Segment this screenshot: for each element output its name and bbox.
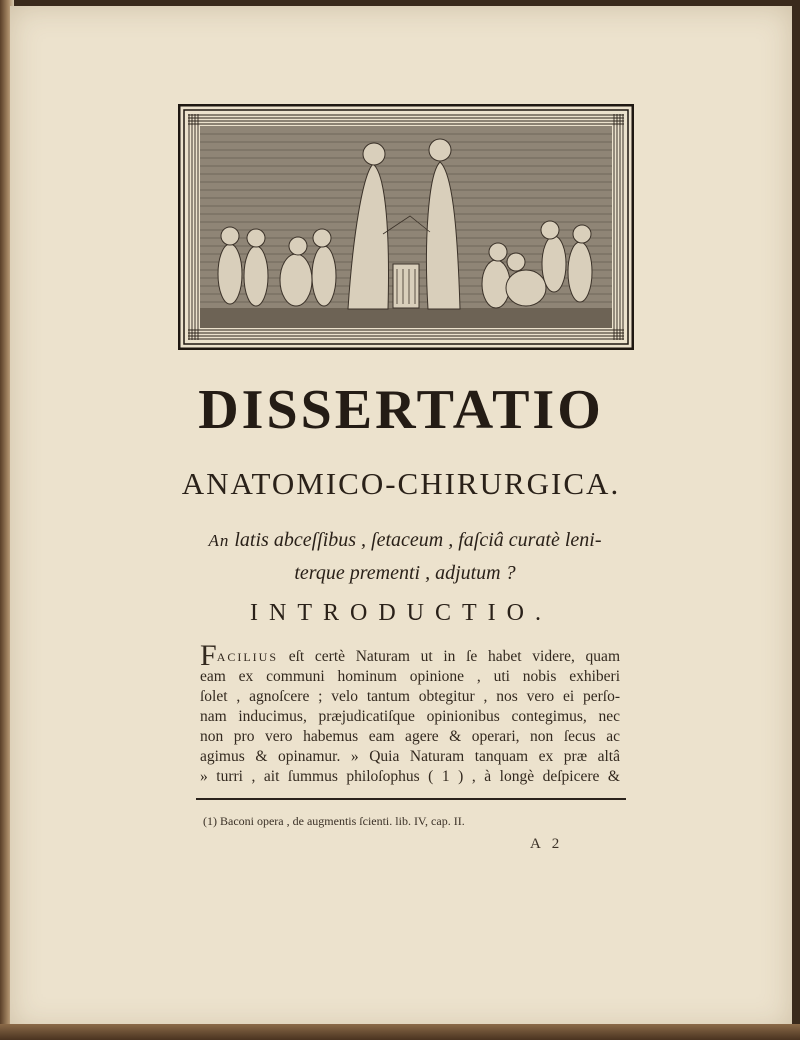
engraved-vignette [178,104,634,350]
signature-mark: A 2 [530,836,564,852]
body-line: ſolet , agnoſcere ; velo tantum obtegitur , nos vero ei perſo- [200,688,620,705]
body-line: agimus & opinamur. » Quia Naturam tanquam ex præ altâ [200,748,620,765]
body-line: nam inducimus, præjudicatiſque opinionibus contegimus, nec [200,708,620,725]
drop-cap: F [200,639,217,672]
footnote-divider [196,798,626,800]
section-heading: INTRODUCTIO. [250,600,552,626]
question-line-2: terque prementi , adjutum ? [294,562,516,584]
page-subtitle: ANATOMICO-CHIRURGICA. [181,466,621,501]
question-line-1: latis abceſſibus , ſetaceum , faſciâ curatè leni- [229,529,602,551]
footnote: (1) Baconi opera , de augmentis ſcienti. lib. IV, cap. II. [203,814,465,828]
book-page [10,6,792,1030]
dissertation-question [205,524,605,589]
question-lead: An [208,531,230,550]
body-line: eam ex communi hominum opinione , uti nobis exhiberi [200,668,620,685]
body-line: FACILIUS eſt certè Naturam ut in ſe habet videre, quam [200,639,620,672]
page-title: DISSERTATIO [198,379,604,441]
body-paragraph [200,639,620,787]
opening-smallcaps: ACILIUS [216,650,279,664]
page-bottom-edge [0,1024,800,1040]
body-line: » turri , ait ſummus philoſophus ( 1 ) , à longè deſpicere & [200,768,620,785]
body-line: non pro vero habemus eam agere & operari, non ſecus ac [200,728,620,745]
